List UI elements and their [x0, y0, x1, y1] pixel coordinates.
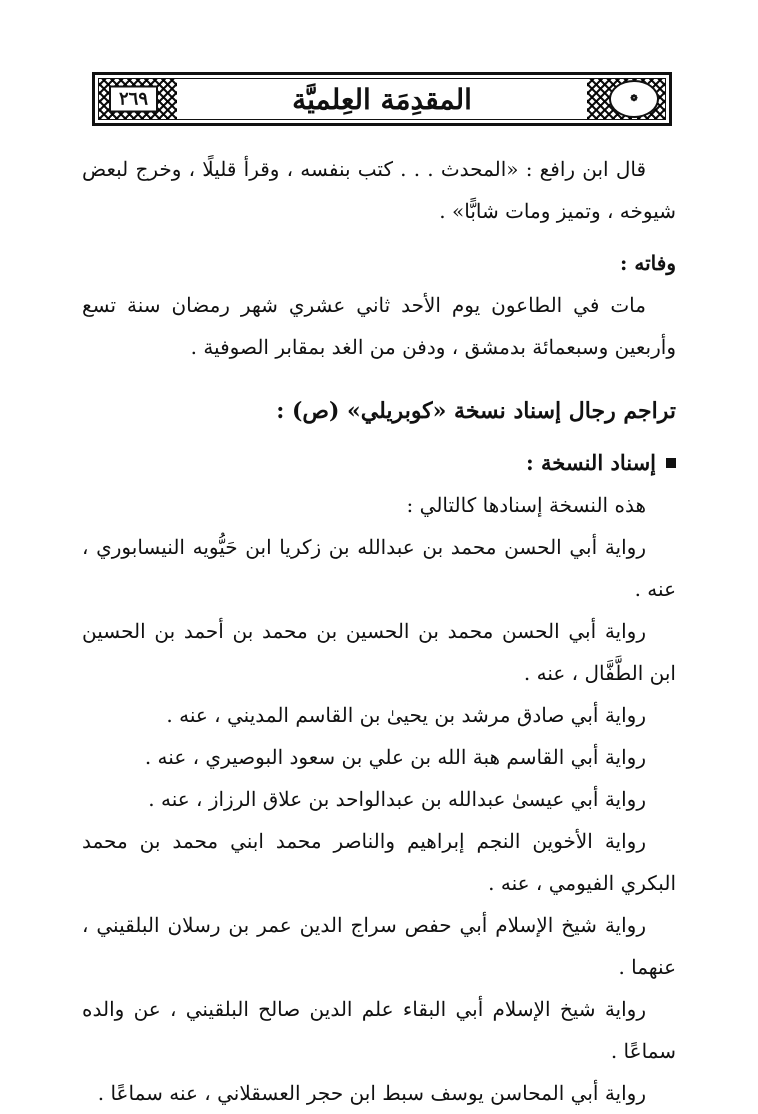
isnad-line: رواية الأخوين النجم إبراهيم والناصر محمد ابني محمد بن محمد البكري الفيومي ، عنه .: [82, 829, 676, 895]
page-body: [82, 148, 676, 1114]
bullet-square-icon: [666, 458, 676, 468]
isnad-line: رواية أبي القاسم هبة الله بن علي بن سعود البوصيري ، عنه .: [144, 745, 646, 769]
header-ornament-left: [99, 79, 177, 119]
death-heading: وفاته :: [620, 251, 676, 275]
publisher-logo-icon: ❁: [609, 80, 659, 118]
isnad-line: رواية أبي الحسن محمد بن عبدالله بن زكريا ابن حَيُّويه النيسابوري ، عنه .: [82, 535, 676, 601]
isnad-heading: إسناد النسخة :: [525, 450, 656, 475]
isnad-line: رواية أبي المحاسن يوسف سبط ابن حجر العسقلاني ، عنه سماعًا .: [97, 1081, 646, 1105]
isnad-line: رواية أبي عيسىٰ عبدالله بن عبدالواحد بن علاق الرزاز ، عنه .: [148, 787, 646, 811]
page-header: [92, 72, 672, 126]
isnad-heading-row: [82, 442, 676, 484]
isnad-intro: هذه النسخة إسنادها كالتالي :: [406, 493, 646, 517]
death-paragraph: مات في الطاعون يوم الأحد ثاني عشري شهر رمضان سنة تسع وأربعين وسبعمائة بدمشق ، ودفن من الغد بمقابر الصوفية .: [82, 293, 676, 359]
isnad-line: رواية أبي صادق مرشد بن يحيىٰ بن القاسم المديني ، عنه .: [166, 703, 646, 727]
section-heading: تراجم رجال إسناد نسخة «كوبريلي» (ص) :: [276, 398, 676, 424]
isnad-line: رواية أبي الحسن محمد بن الحسين بن محمد بن أحمد بن الحسين ابن الطَّفَّال ، عنه .: [82, 619, 676, 685]
running-title: المقدِمَة العِلميَّة: [292, 82, 472, 116]
isnad-line: رواية شيخ الإسلام أبي حفص سراج الدين عمر بن رسلان البلقيني ، عنهما .: [82, 913, 676, 979]
header-ornament-right: [587, 79, 665, 119]
quote-paragraph: قال ابن رافع : «المحدث . . . كتب بنفسه ، وقرأ قليلًا ، وخرج لبعض شيوخه ، وتميز ومات شابًّا» .: [82, 157, 676, 223]
isnad-line: رواية شيخ الإسلام أبي البقاء علم الدين صالح البلقيني ، عن والده سماعًا .: [82, 997, 676, 1063]
page-number: ٢٦٩: [109, 86, 158, 113]
header-frame: [98, 78, 666, 120]
